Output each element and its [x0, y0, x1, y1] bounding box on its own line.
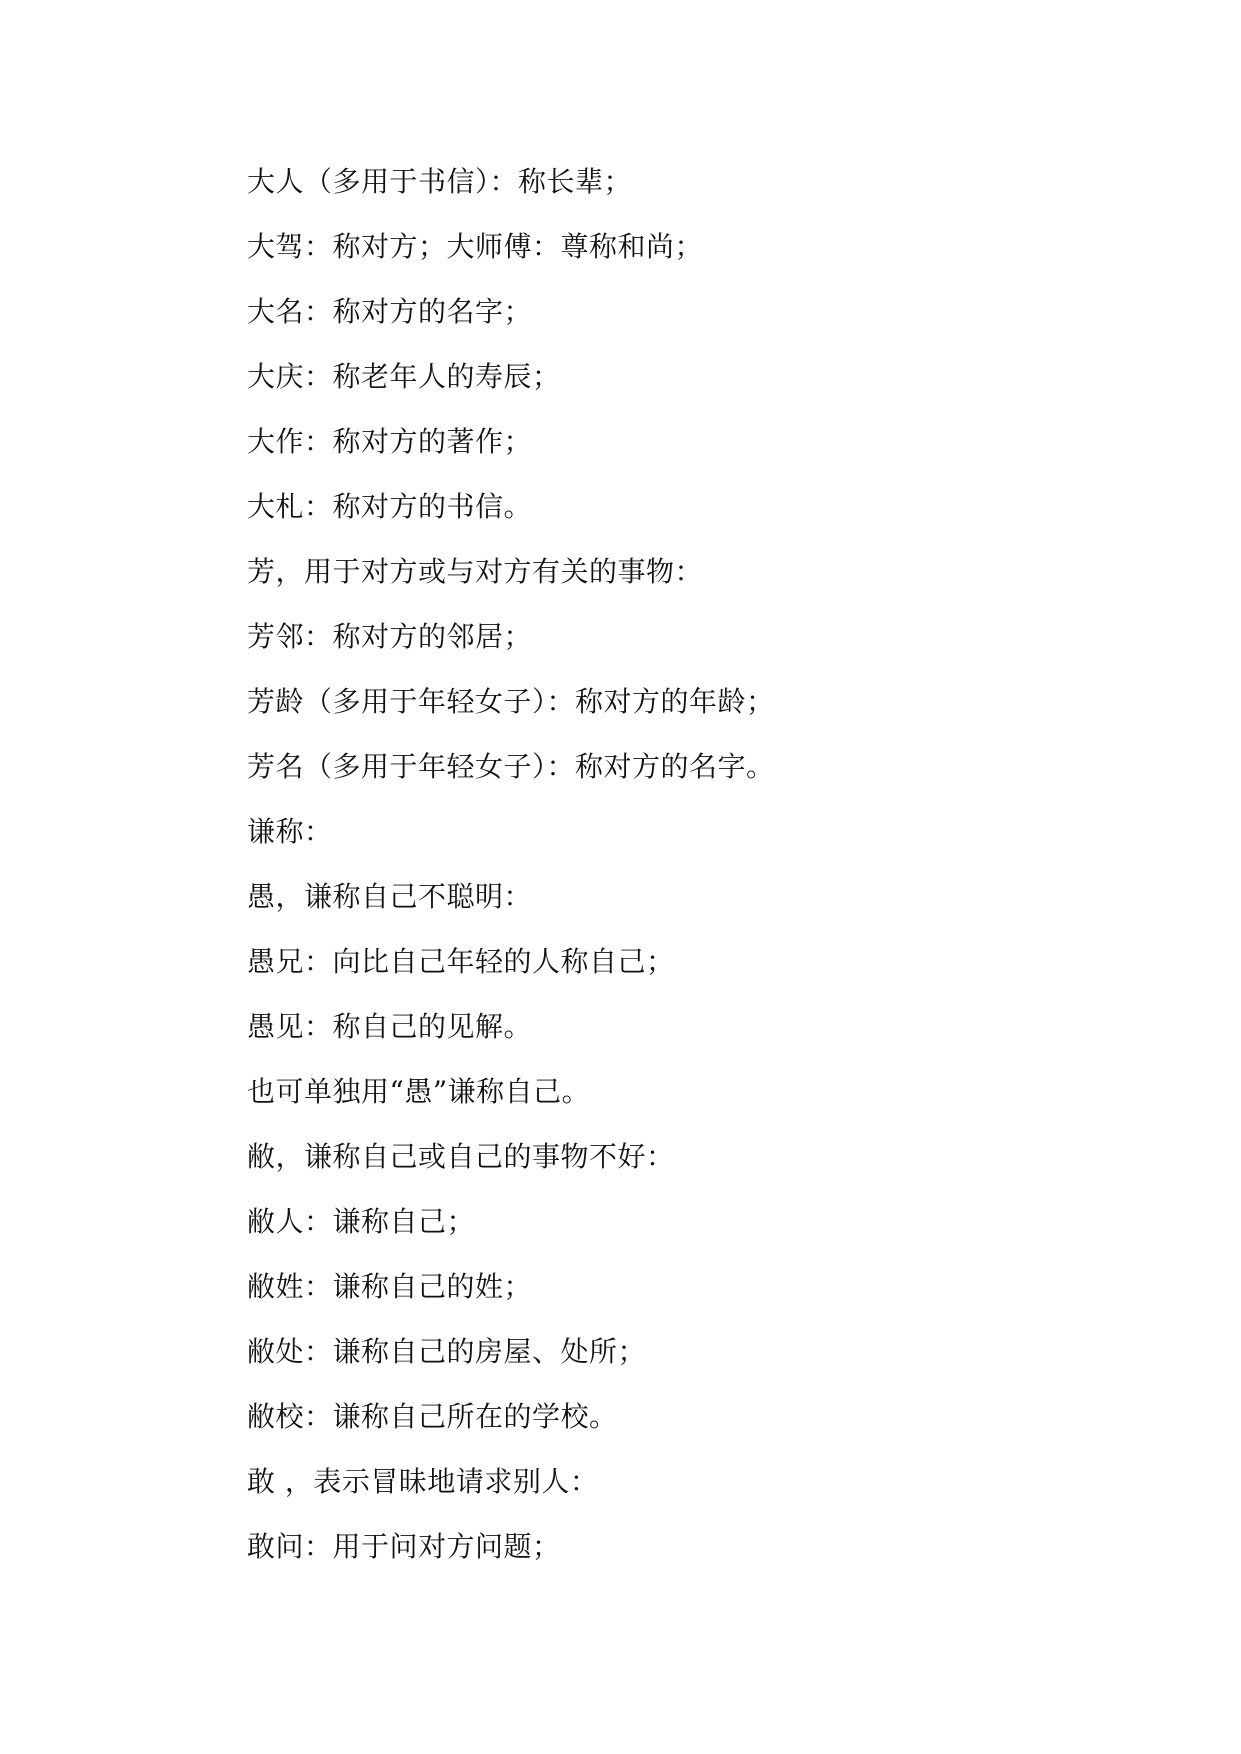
text-line: 大庆：称老年人的寿辰； [247, 360, 561, 393]
text-line: 敝，谦称自己或自己的事物不好： [247, 1140, 675, 1173]
text-line: 敝人：谦称自己； [247, 1205, 476, 1238]
document-body [247, 154, 1147, 1584]
text-line: 大札：称对方的书信。 [247, 490, 533, 523]
text-line: 敝姓：谦称自己的姓； [247, 1270, 533, 1303]
text-line: 敢问：用于问对方问题； [247, 1530, 561, 1563]
text-line: 愚见：称自己的见解。 [247, 1010, 533, 1043]
text-line: 芳名（多用于年轻女子）：称对方的名字。 [247, 750, 775, 783]
text-line: 芳，用于对方或与对方有关的事物： [247, 555, 704, 588]
text-line: 芳龄（多用于年轻女子）：称对方的年龄； [247, 685, 775, 718]
text-line: 大作：称对方的著作； [247, 425, 533, 458]
text-line: 敢 ，表示冒昧地请求别人： [247, 1465, 599, 1498]
text-line: 大人（多用于书信）：称长辈； [247, 165, 633, 198]
text-line: 愚兄：向比自己年轻的人称自己； [247, 945, 675, 978]
text-line: 愚，谦称自己不聪明： [247, 880, 533, 913]
text-line: 敝处：谦称自己的房屋、处所； [247, 1335, 647, 1368]
text-line: 敝校：谦称自己所在的学校。 [247, 1400, 618, 1433]
text-line: 芳邻：称对方的邻居； [247, 620, 533, 653]
text-line: 大名：称对方的名字； [247, 295, 533, 328]
section-heading: 谦称： [247, 815, 333, 848]
text-line: 也可单独用“愚”谦称自己。 [247, 1075, 591, 1108]
text-line: 大驾：称对方；大师傅：尊称和尚； [247, 230, 704, 263]
